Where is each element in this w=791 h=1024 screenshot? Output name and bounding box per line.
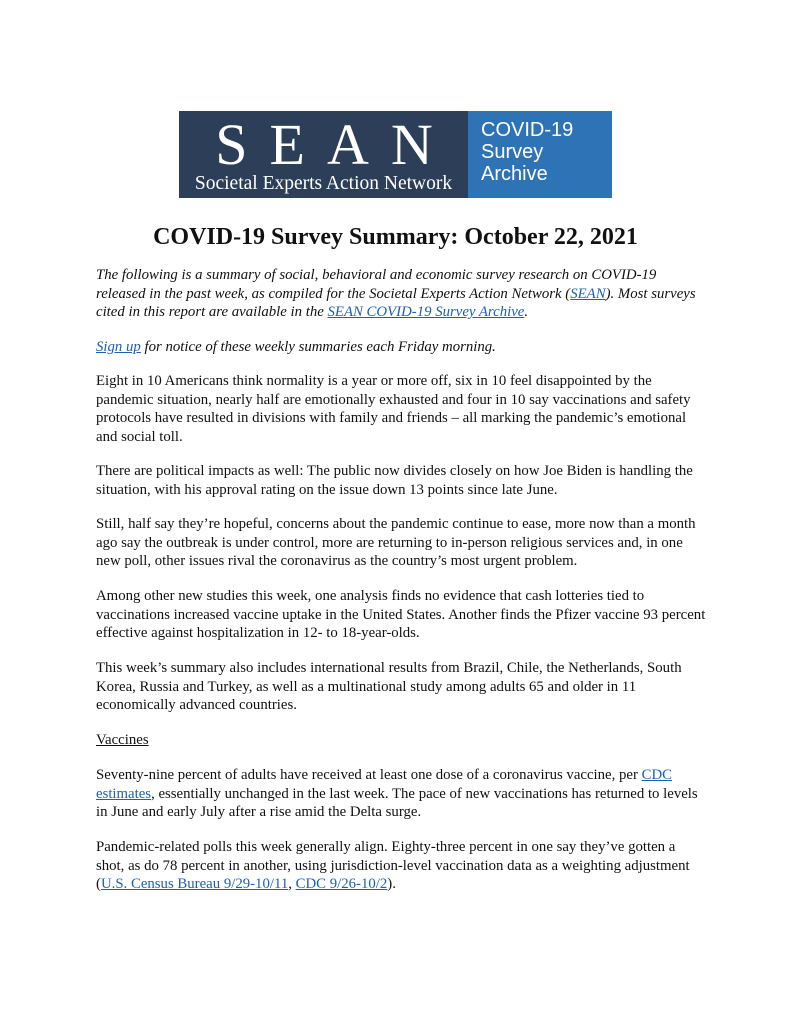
logo-sean-text: SEAN bbox=[215, 112, 455, 177]
logo-subtitle: Societal Experts Action Network bbox=[194, 173, 453, 194]
signup-text: for notice of these weekly summaries each Friday morning. bbox=[140, 339, 496, 355]
body-paragraph-3: Still, half say they’re hopeful, concerns about the pandemic continue to ease, more now than a month ago say the outbreak is under control, more are returning to in-person religious services and, in one new poll, other issues rival the coronavirus as the country’s most urgent problem. bbox=[96, 516, 696, 569]
signup-paragraph bbox=[96, 338, 706, 357]
intro-text-post: . bbox=[524, 304, 529, 320]
logo-archive-line-2: Survey bbox=[481, 141, 544, 163]
body-paragraph-2: There are political impacts as well: The public now divides closely on how Joe Biden is handling the situation, with his approval rating on the issue down 13 points since late June. bbox=[96, 463, 693, 498]
intro-text-pre: The following is a summary of social, behavioral and economic survey research on COVID-19 released in the past week, as compiled for the Societal Experts Action Network ( bbox=[96, 267, 657, 302]
vaccines-paragraph-1 bbox=[96, 766, 706, 822]
cdc-survey-link[interactable]: CDC 9/26-10/2 bbox=[295, 876, 388, 892]
vaccines-p2-pre: Pandemic-related polls this week generally align. Eighty-three percent in one say they’ve gotten a shot, as do 78 percent in another, using jurisdiction-level vaccination data as a weighting adjustment ( bbox=[96, 839, 690, 892]
vaccines-paragraph-2 bbox=[96, 838, 706, 894]
logo-wordmark-panel bbox=[179, 111, 468, 198]
body-paragraph-5: This week’s summary also includes international results from Brazil, Chile, the Netherlands, South Korea, Russia and Turkey, as well as a multinational study among adults 65 and older in 11 economically advanced countries. bbox=[96, 660, 682, 713]
logo-archive-line-1: COVID-19 bbox=[481, 119, 574, 141]
cdc-estimates-link[interactable]: CDC estimates bbox=[96, 767, 673, 802]
section-heading-vaccines: Vaccines bbox=[96, 732, 149, 748]
sean-logo bbox=[179, 111, 612, 198]
census-bureau-link[interactable]: U.S. Census Bureau 9/29-10/11 bbox=[100, 876, 289, 892]
vaccines-p1-post: , essentially unchanged in the last week. The pace of new vaccinations has returned to levels in June and early July after a rise amid the Delta surge. bbox=[96, 785, 698, 820]
sean-link[interactable]: SEAN bbox=[570, 285, 606, 302]
intro-text-mid: ). Most surveys cited in this report are available in the bbox=[96, 285, 696, 320]
page-title: COVID-19 Survey Summary: October 22, 2021 bbox=[153, 224, 638, 250]
logo-archive-text bbox=[481, 119, 573, 185]
logo-archive-line-3: Archive bbox=[481, 163, 548, 185]
body-paragraph-1: Eight in 10 Americans think normality is a year or more off, six in 10 feel disappointed by the pandemic situation, nearly half are emotionally exhausted and four in 10 say vaccinations and safety protocols have resulted in divisions with family and friends – all marking the pandemic’s emotional and social toll. bbox=[96, 373, 691, 445]
body-paragraph-4: Among other new studies this week, one analysis finds no evidence that cash lotteries tied to vaccinations increased vaccine uptake in the United States. Another finds the Pfizer vaccine 93 percent effective against hospitalization in 12- to 18-year-olds. bbox=[96, 588, 706, 641]
sign-up-link[interactable]: Sign up bbox=[96, 339, 141, 355]
intro-paragraph bbox=[96, 266, 706, 322]
survey-archive-link[interactable]: SEAN COVID-19 Survey Archive bbox=[327, 304, 525, 320]
vaccines-p1-pre: Seventy-nine percent of adults have received at least one dose of a coronavirus vaccine, per bbox=[96, 767, 642, 783]
logo-archive-panel bbox=[468, 111, 612, 198]
vaccines-p2-mid: , bbox=[288, 876, 296, 892]
vaccines-p2-post: ). bbox=[387, 876, 396, 892]
